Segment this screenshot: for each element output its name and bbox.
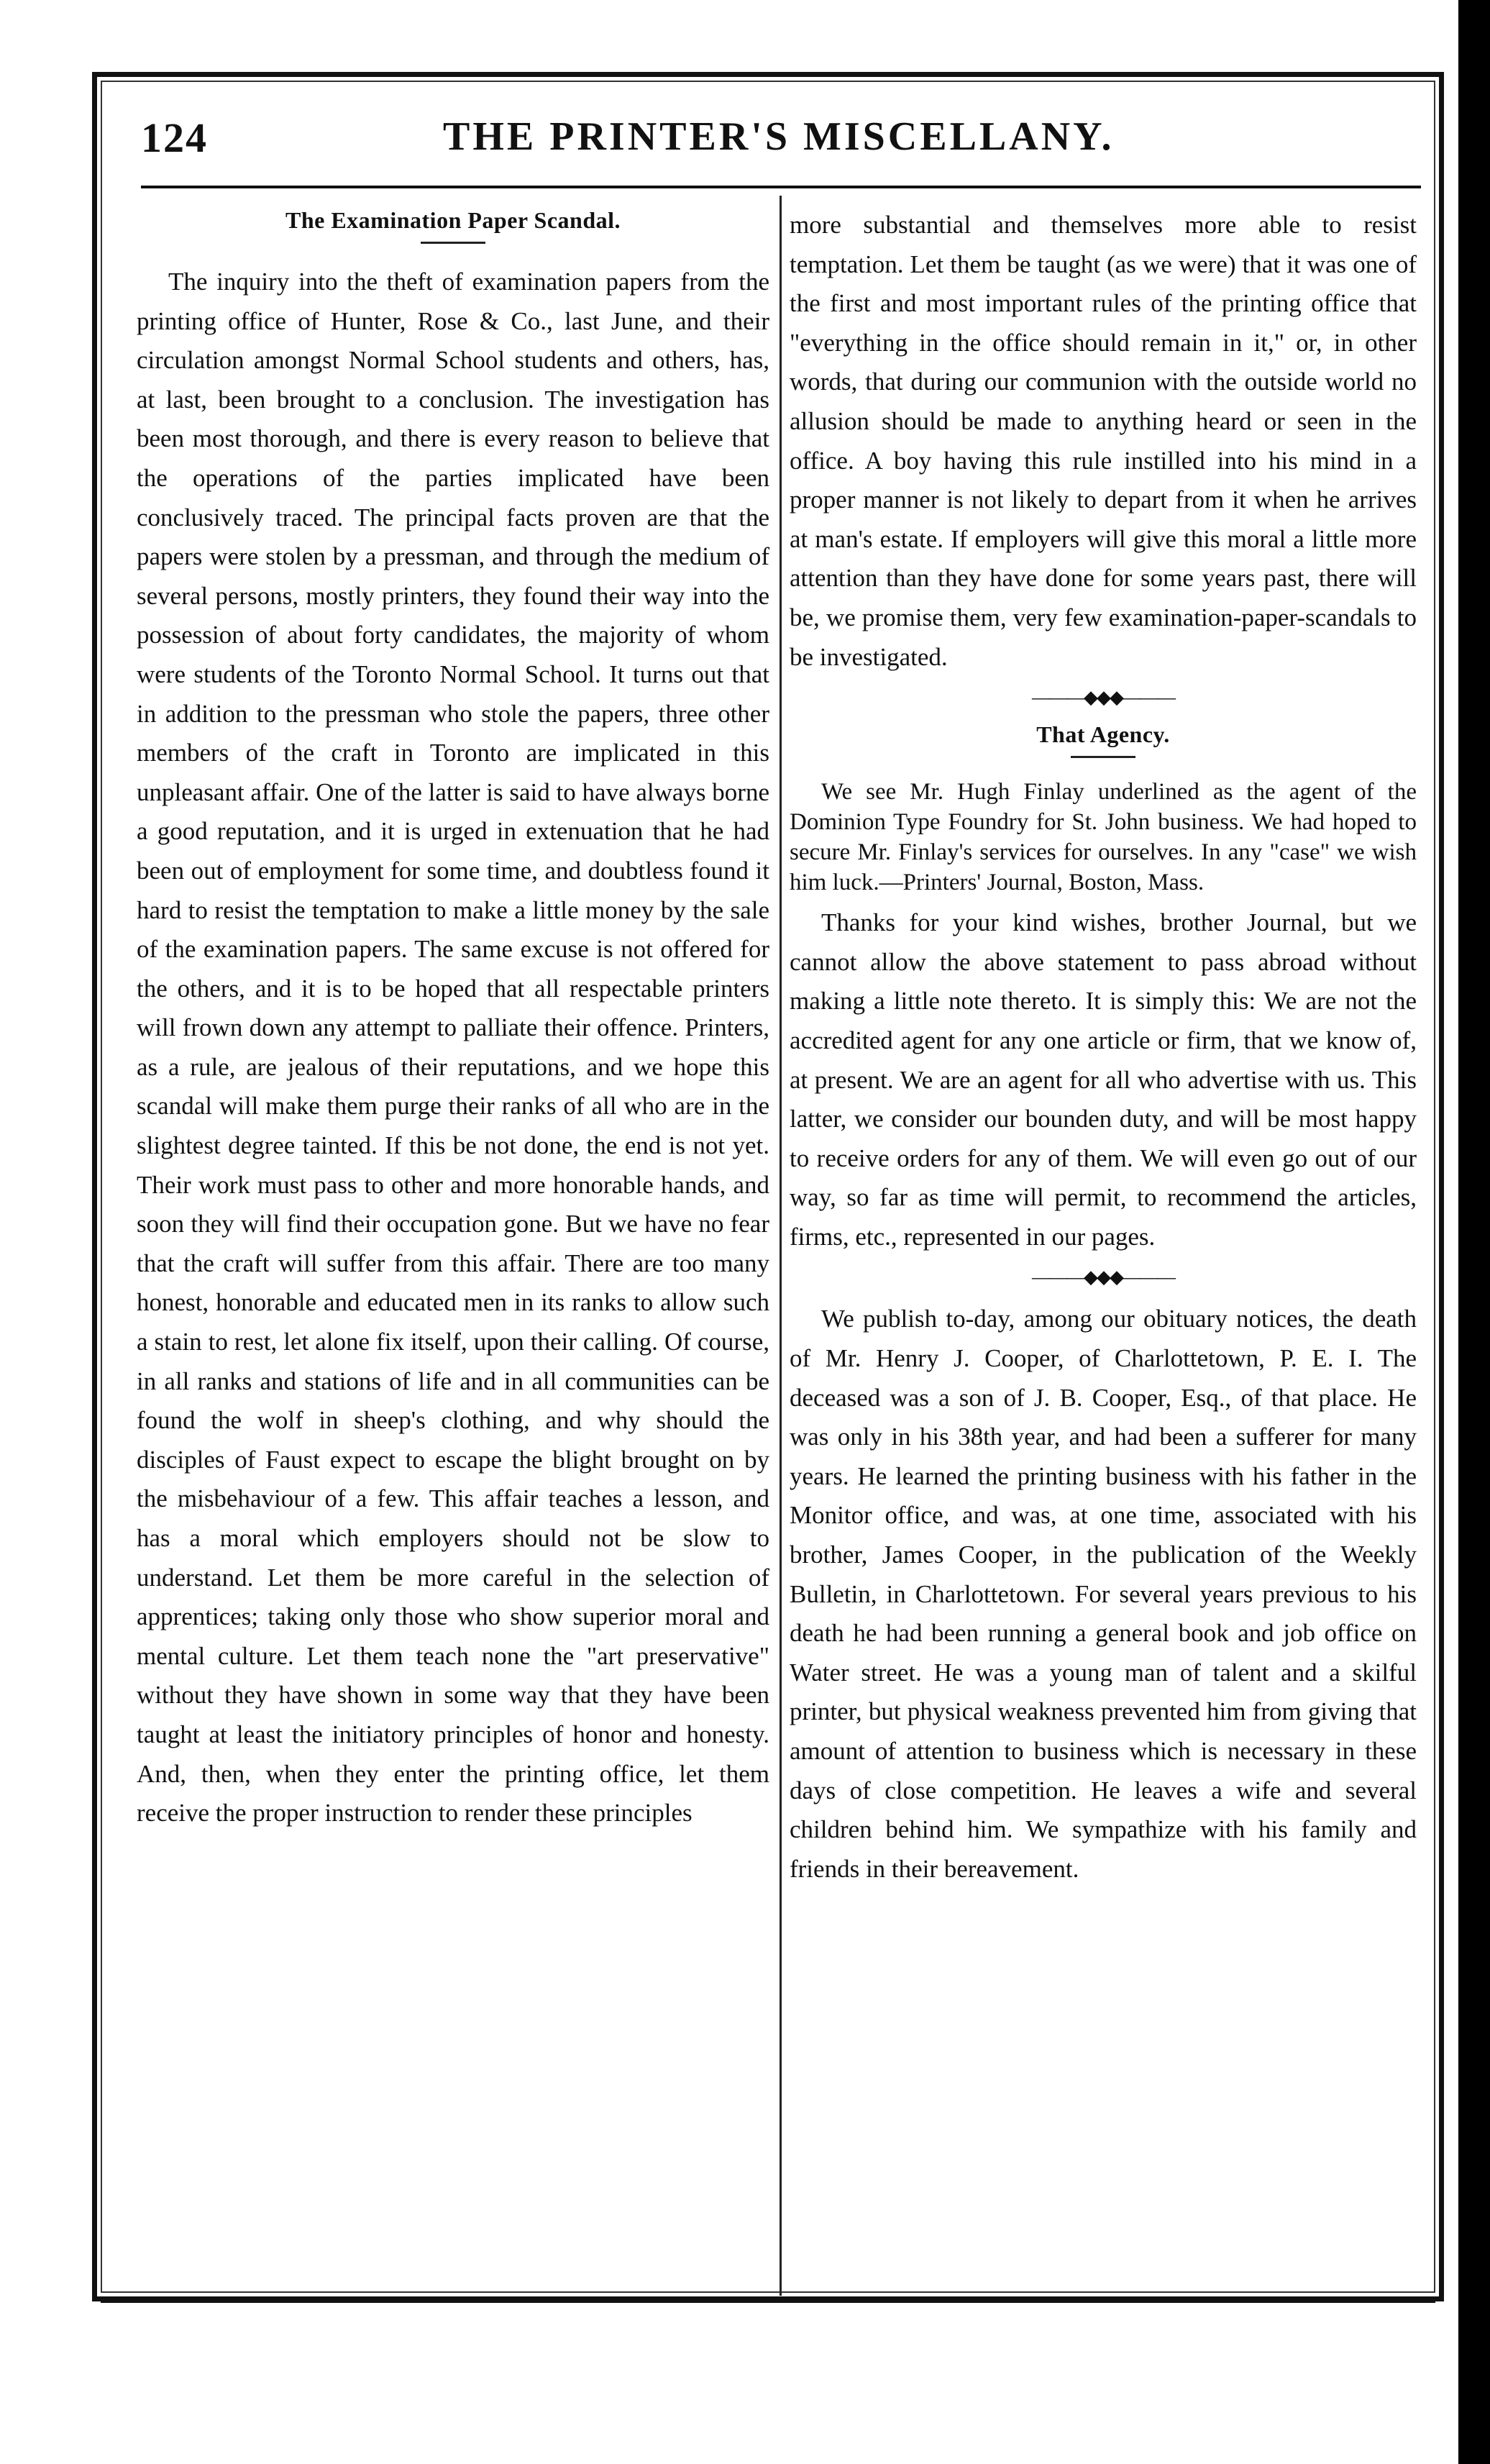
right-column	[790, 206, 1417, 1889]
header-rule	[141, 186, 1421, 188]
left-column	[137, 206, 769, 1833]
title-rule	[1071, 756, 1135, 758]
column-divider	[780, 196, 782, 2296]
page-header	[141, 114, 1421, 171]
running-head-title: THE PRINTER'S MISCELLANY.	[443, 114, 1115, 159]
quoted-notice	[790, 777, 1417, 898]
section-ornament-1: ———◆◆◆———	[1032, 687, 1174, 708]
article-title-that-agency: That Agency.	[1036, 721, 1170, 748]
agency-reply	[790, 903, 1417, 1256]
article-continuation-examination-scandal: more substantial and themselves more able to resist temptation. Let them be taught (as we were) that it was one of the first and most important rules of the printing office that "everything in the office should remain in it," or, in other words, that during our communion with the outside world no allusion should be made to anything heard or seen in the office. A boy having this rule instilled into his mind in a proper manner is not likely to depart from it when he arrives at man's estate. If employers will give this moral a little more attention than they have done for some years past, there will be, we promise them, very few examination-paper-scandals to be investigated.	[790, 211, 1417, 671]
agency-reply-text: Thanks for your kind wishes, brother Journal, but we cannot allow the above statement to pass abroad without making a little note thereto. It is simply this: We are not the accredited agent for any one article or firm, that we know of, at present. We are an agent for all who advertise with us. This latter, we consider our bounden duty, and will be most happy to receive orders for any of them. We will even go out of our way, so far as time will permit, to recommend the articles, firms, etc., represented in our pages.	[790, 908, 1417, 1251]
title-rule	[421, 242, 485, 244]
section-ornament-2: ———◆◆◆———	[1032, 1267, 1174, 1288]
quoted-notice-text: We see Mr. Hugh Finlay underlined as the agent of the Dominion Type Foundry for St. John business. We had hoped to secure Mr. Finlay's services for ourselves. In any "case" we wish him luck.—Printers' Journal, Boston, Mass.	[790, 779, 1417, 896]
footer-rule	[101, 2299, 1435, 2303]
article-body-examination-scandal: The inquiry into the theft of examination papers from the printing office of Hunter, Rose & Co., last June, and their circulation amongst Normal School students and others, has, at last, been brought to a conclusion. The investigation has been most thorough, and there is every reason to believe that the operations of the parties implicated have been conclusively traced. The principal facts proven are that the papers were stolen by a pressman, and through the medium of several persons, mostly printers, they found their way into the possession of about forty candidates, the majority of whom were students of the Toronto Normal School. It turns out that in addition to the pressman who stole the papers, three other members of the craft in Toronto are implicated in this unpleasant affair. One of the latter is said to have always borne a good reputation, and it is urged in extenuation that he had been out of employment for some time, and doubtless found it hard to resist the temptation to make a little money by the sale of the examination papers. The same excuse is not offered for the others, and it is to be hoped that all respectable printers will frown down any attempt to palliate their offence. Printers, as a rule, are jealous of their reputations, and we hope this scandal will make them purge their ranks of all who are in the slightest degree tainted. If this be not done, the end is not yet. Their work must pass to other and more honorable hands, and soon they will find their occupation gone. But we have no fear that the craft will suffer from this affair. There are too many honest, honorable and educated men in its ranks to allow such a stain to rest, let alone fix itself, upon their calling. Of course, in all ranks and stations of life and in all communities can be found the wolf in sheep's clothing, and why should the disciples of Faust expect to escape the blight brought on by the misbehaviour of a few. This affair teaches a lesson, and has a moral which employers should not be slow to understand. Let them be more careful in the selection of apprentices; taking only those who show superior moral and mental culture. Let them teach none the "art preservative" without they have shown in some way that they have been taught at least the initiatory principles of honor and honesty. And, then, when they enter the printing office, let them receive the proper instruction to render these principles	[137, 268, 769, 1828]
obituary-notice-text: We publish to-day, among our obituary notices, the death of Mr. Henry J. Cooper, of Charlottetown, P. E. I. The deceased was a son of J. B. Cooper, Esq., of that place. He was only in his 38th year, and had been a sufferer for many years. He learned the printing business with his father in the Monitor office, and was, at one time, associated with his brother, James Cooper, in the publication of the Weekly Bulletin, in Charlottetown. For several years previous to his death he had been running a general book and job office on Water street. He was a young man of talent and a skilful printer, but physical weakness prevented him from giving that amount of attention to business which is necessary in these days of close competition. He leaves a wife and several children behind him. We sympathize with his family and friends in their bereavement.	[790, 1305, 1417, 1883]
page-edge-bar	[1458, 0, 1490, 2464]
article-title-examination-scandal: The Examination Paper Scandal.	[285, 207, 621, 233]
page-number: 124	[141, 114, 208, 161]
